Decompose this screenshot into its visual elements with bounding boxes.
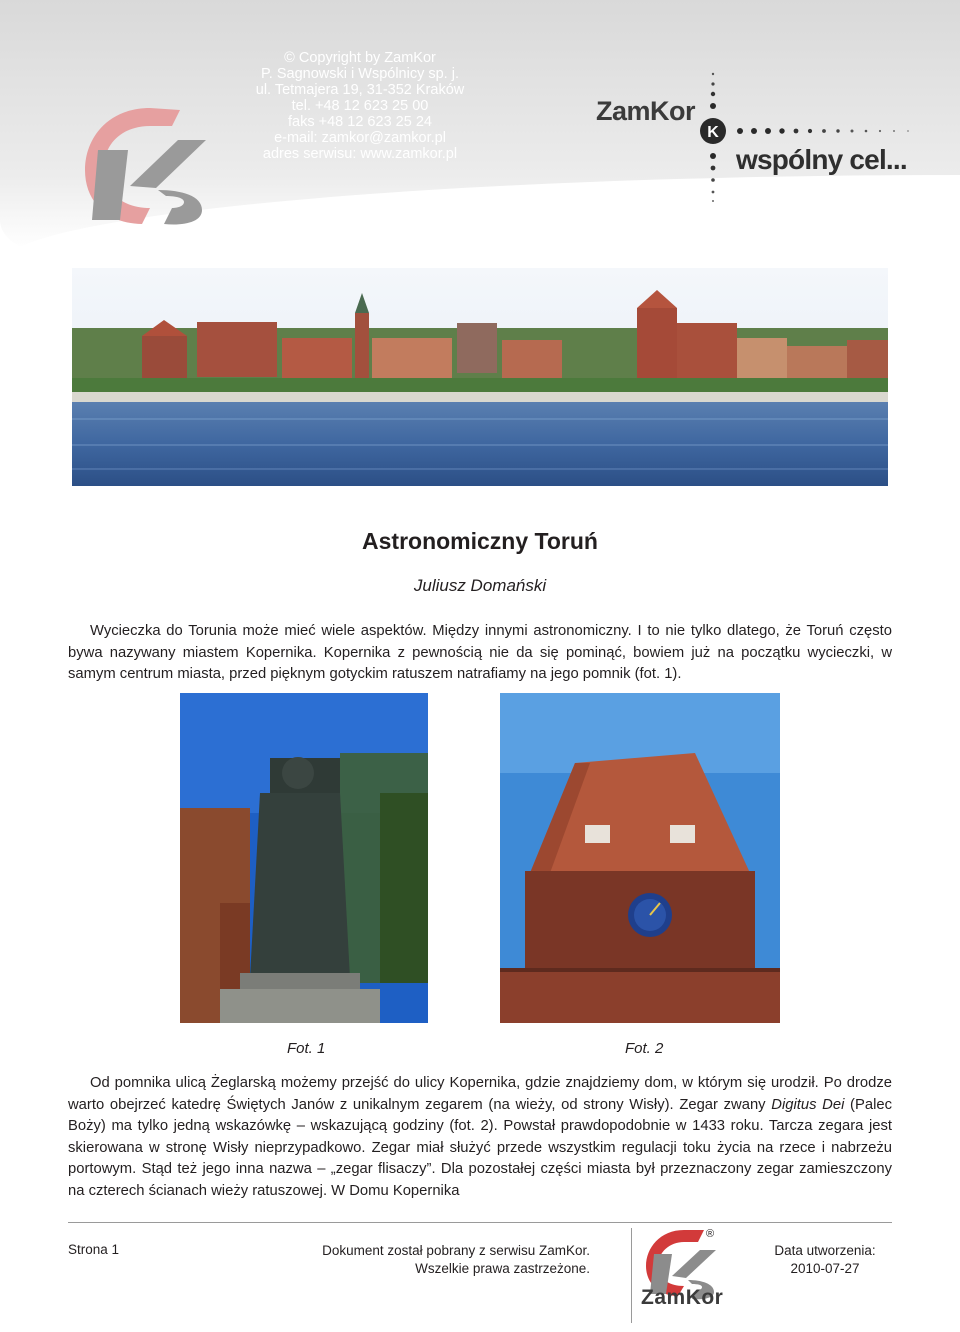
article-author: Juliusz Domański [413, 576, 547, 595]
paragraph-cathedral [68, 1073, 892, 1203]
fax-line: faks +48 12 623 25 24 [288, 114, 432, 130]
registered-mark: ® [706, 1228, 715, 1240]
phone-line: tel. +48 12 623 25 00 [291, 98, 429, 114]
brand-name: ZamKor [596, 96, 696, 126]
caption-photo-2: Fot. 2 [625, 1040, 664, 1057]
zamkor-brand [596, 60, 916, 210]
paragraph-cathedral-text-b: (Palec Boży) ma tylko jedną wskazówkę – wskazującą godziny (fot. 2). Powstał prawdopodobnie w 1433 roku. Tarcza zegara jest skierowana w stronę Wisły nieprzypadkowo. Zegar miał służyć przede wszystkim regulacji toku życia na rzece i nabrzeżu portowym. Stąd też jego inna nazwa – „zegar flisaczy”. Dla pozostałej części miasta był przeznaczony zegar zamieszczony na czterech ścianach wieży ratuszowej. W Domu Kopernika [68, 1096, 892, 1199]
brand-dots-icon [596, 60, 916, 210]
svg-text:K: K [707, 124, 719, 141]
digitus-dei-term: Digitus Dei [771, 1096, 845, 1113]
copernicus-statue-photo [180, 693, 428, 1023]
footer-download-note [300, 1242, 590, 1278]
paragraph-intro [68, 621, 892, 686]
article-title: Astronomiczny Toruń [362, 528, 598, 554]
footer-divider [68, 1222, 892, 1223]
company-line: P. Sagnowski i Wspólnicy sp. j. [261, 66, 459, 82]
footer-rights-line: Wszelkie prawa zastrzeżone. [415, 1261, 590, 1276]
copyright-block [230, 50, 490, 162]
footer-vertical-divider [631, 1228, 632, 1323]
footer-download-line: Dokument został pobrany z serwisu ZamKor. [322, 1243, 590, 1258]
paragraph-intro-text: Wycieczka do Torunia może mieć wiele aspektów. Między innymi astronomiczny. I to nie tylko dlatego, że Toruń często bywa nazywany miastem Kopernika. Kopernika z pewnością nie da się pominąć, bowiem już na początku wycieczki, w samym centrum miasta, przed pięknym gotyckim ratuszem natrafiamy na jego pomnik (fot. 1). [68, 623, 892, 683]
caption-photo-1: Fot. 1 [287, 1040, 326, 1057]
zamkor-k-logo-icon [80, 100, 220, 230]
torun-panorama-photo [72, 268, 888, 486]
website-line: adres serwisu: www.zamkor.pl [262, 146, 458, 162]
copyright-line: © Copyright by ZamKor [284, 50, 436, 66]
clock-tower-photo [500, 693, 780, 1023]
footer-page-number: Strona 1 [68, 1242, 120, 1257]
footer-creation-date [760, 1242, 890, 1278]
paragraph-cathedral-text-a: Od pomnika ulicą Żeglarską możemy przejść do ulicy Kopernika, gdzie znajdziemy dom, w którym się urodził. Po drodze warto obejrzeć katedrę Świętych Janów z unikalnym zegarem (na wieży, od strony Wisły). Zegar zwany [68, 1075, 892, 1113]
email-line: e-mail: zamkor@zamkor.pl [274, 130, 446, 146]
footer-date-value: 2010-07-27 [790, 1261, 860, 1276]
footer-logo-name: ZamKor [641, 1286, 724, 1309]
footer-date-label: Data utworzenia: [774, 1243, 876, 1258]
brand-tagline: wspólny cel... [736, 144, 907, 175]
address-line: ul. Tetmajera 19, 31-352 Kraków [255, 82, 465, 98]
